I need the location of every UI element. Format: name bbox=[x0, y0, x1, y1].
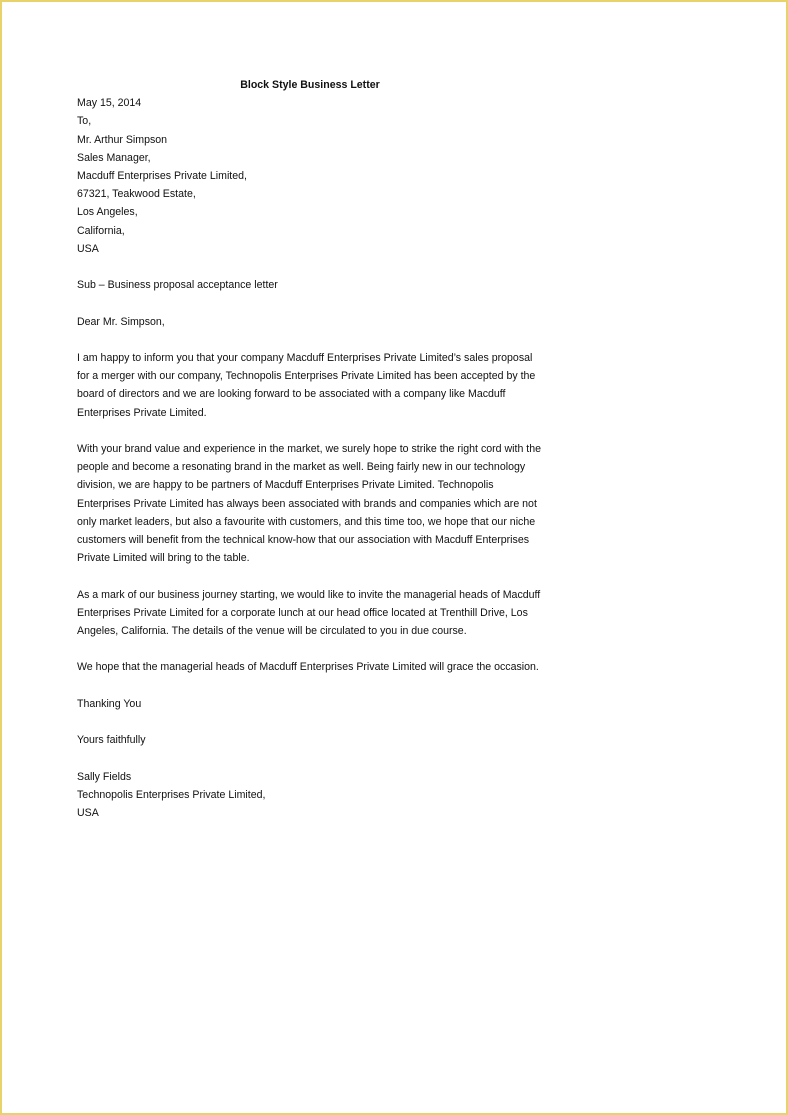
paragraph-line: I am happy to inform you that your company Macduff Enterprises Private Limited’s sales proposal bbox=[77, 352, 533, 364]
signature-name: Sally Fields bbox=[77, 770, 132, 783]
address-line: Mr. Arthur Simpson bbox=[77, 133, 168, 146]
paragraph-line: We hope that the managerial heads of Macduff Enterprises Private Limited will grace the occasion. bbox=[77, 661, 539, 674]
address-line: Macduff Enterprises Private Limited, bbox=[77, 170, 247, 183]
address-line: USA bbox=[77, 242, 99, 255]
letter-title: Block Style Business Letter bbox=[240, 79, 380, 91]
signature-country: USA bbox=[77, 806, 99, 819]
paragraph-line: people and become a resonating brand in the market as well. Being fairly new in our technology bbox=[77, 461, 526, 474]
paragraph-line: customers will benefit from the technical know-how that our association with Macduff Enterprises bbox=[77, 534, 530, 547]
paragraph-line: board of directors and we are looking forward to be associated with a company like Macduff bbox=[77, 388, 506, 401]
letter-date: May 15, 2014 bbox=[77, 97, 142, 110]
thanks-line: Thanking You bbox=[77, 697, 142, 710]
paragraph-line: Enterprises Private Limited. bbox=[77, 406, 207, 419]
address-line: 67321, Teakwood Estate, bbox=[77, 188, 196, 201]
paragraph-line: only market leaders, but also a favourite with customers, and this time too, we hope that our niche bbox=[77, 515, 536, 528]
closing-line: Yours faithfully bbox=[77, 734, 146, 747]
address-line: Sales Manager, bbox=[77, 151, 151, 164]
letter-body bbox=[77, 76, 567, 822]
paragraph-line: Enterprises Private Limited for a corporate lunch at our head office located at Trenthill Drive, Los bbox=[77, 606, 528, 619]
paragraph-line: for a merger with our company, Technopolis Enterprises Private Limited has been accepted by the bbox=[77, 370, 536, 383]
subject-line: Sub – Business proposal acceptance letter bbox=[77, 279, 278, 292]
paragraph-line: As a mark of our business journey starting, we would like to invite the managerial heads of Macduff bbox=[77, 588, 541, 601]
paragraph-line: Enterprises Private Limited has always been associated with brands and companies which are not bbox=[77, 497, 537, 510]
salutation: Dear Mr. Simpson, bbox=[77, 315, 165, 328]
body-paragraph bbox=[77, 440, 547, 567]
paragraph-line: Angeles, California. The details of the venue will be circulated to you in due course. bbox=[77, 625, 467, 638]
address-line: Los Angeles, bbox=[77, 206, 138, 219]
body-paragraph bbox=[77, 349, 547, 422]
recipient-address bbox=[77, 112, 567, 258]
body-paragraph bbox=[77, 586, 547, 641]
address-line: California, bbox=[77, 224, 125, 237]
signature-block bbox=[77, 768, 567, 823]
paragraph-line: division, we are happy to be partners of Macduff Enterprises Private Limited. Technopolis bbox=[77, 479, 494, 492]
paragraph-line: With your brand value and experience in the market, we surely hope to strike the right cord with the bbox=[77, 443, 542, 455]
address-line: To, bbox=[77, 115, 92, 128]
body-paragraph bbox=[77, 658, 547, 676]
paragraph-line: Private Limited will bring to the table. bbox=[77, 552, 250, 565]
signature-company: Technopolis Enterprises Private Limited, bbox=[77, 788, 266, 801]
